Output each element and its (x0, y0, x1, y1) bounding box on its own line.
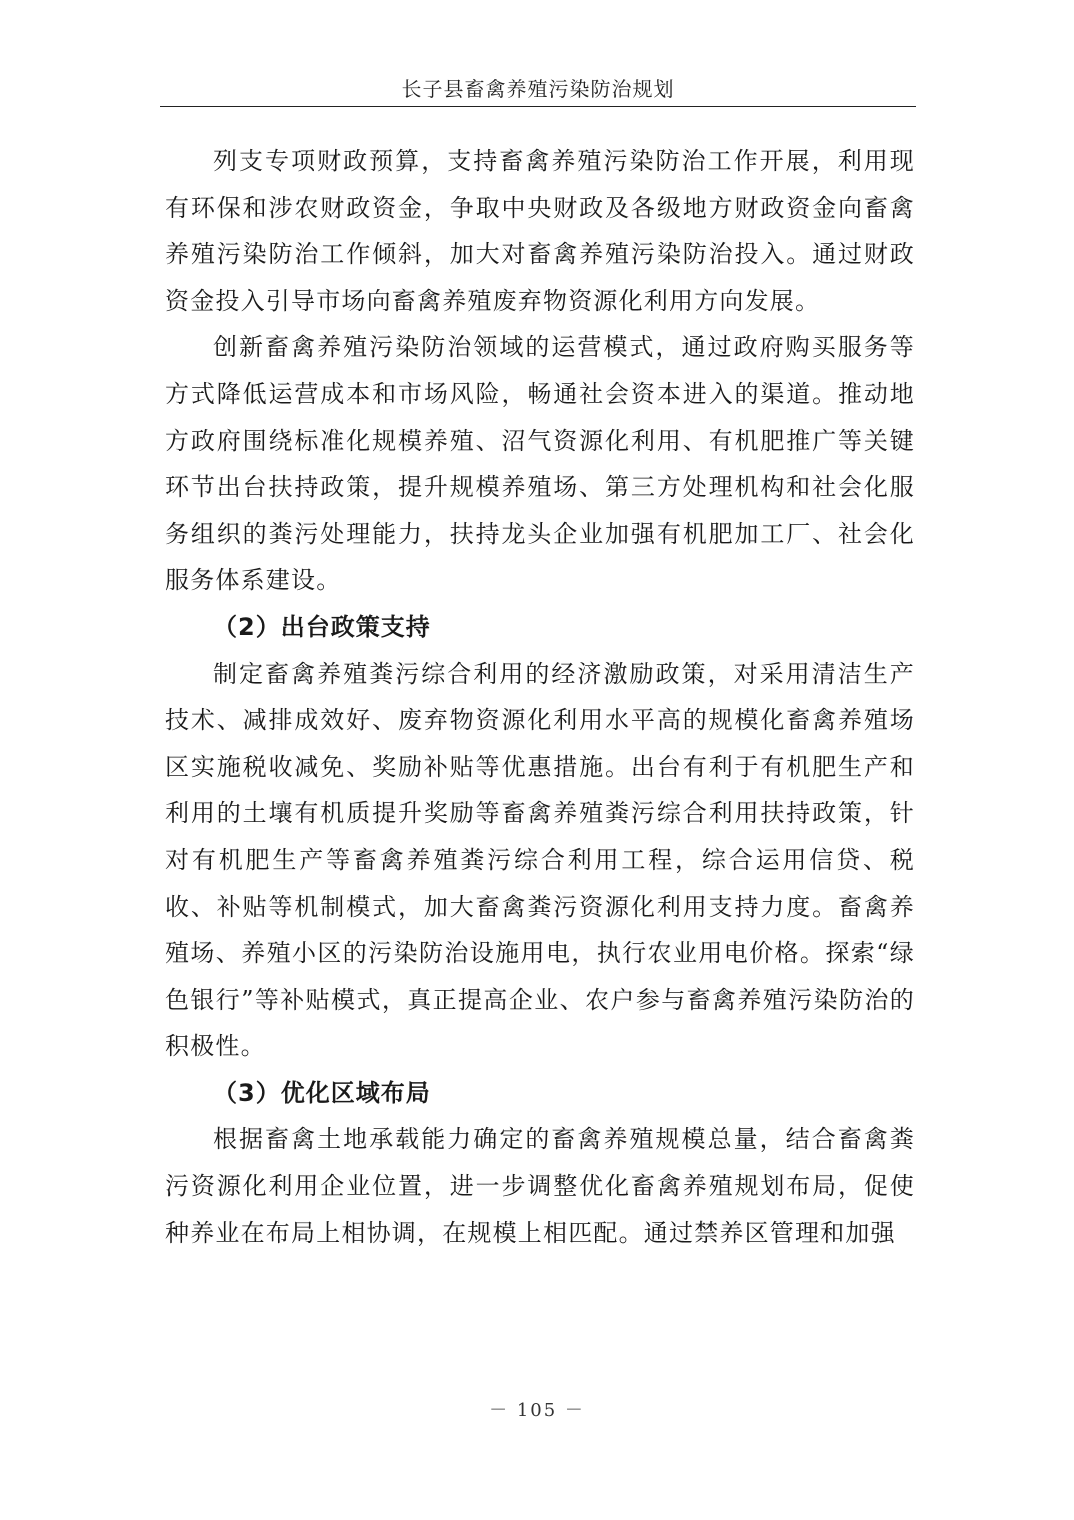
paragraph-operation-model: 创新畜禽养殖污染防治领域的运营模式，通过政府购买服务等方式降低运营成本和市场风险，畅通社会资本进入的渠道。推动地方政府围绕标准化规模养殖、沼气资源化利用、有机肥推广等关键环节出台扶持政策，提升规模养殖场、第三方处理机构和社会化服务组织的粪污处理能力，扶持龙头企业加强有机肥加工厂、社会化服务体系建设。 (165, 333, 915, 595)
paragraph-regional-layout: 根据畜禽土地承载能力确定的畜禽养殖规模总量，结合畜禽粪污资源化利用企业位置，进一步调整优化畜禽养殖规划布局，促使种养业在布局上相协调，在规模上相匹配。通过禁养区管理和加强 (165, 1125, 915, 1247)
header-divider (160, 106, 916, 107)
paragraph-incentive-policy: 制定畜禽养殖粪污综合利用的经济激励政策，对采用清洁生产技术、减排成效好、废弃物资源化利用水平高的规模化畜禽养殖场区实施税收减免、奖励补贴等优惠措施。出台有利于有机肥生产和利用的土壤有机质提升奖励等畜禽养殖粪污综合利用扶持政策，针对有机肥生产等畜禽养殖粪污综合利用工程，综合运用信贷、税收、补贴等机制模式，加大畜禽粪污资源化利用支持力度。畜禽养殖场、养殖小区的污染防治设施用电，执行农业用电价格。探索“绿色银行”等补贴模式，真正提高企业、农户参与畜禽养殖污染防治的积极性。 (165, 659, 915, 1061)
page-header-title: 长子县畜禽养殖污染防治规划 (401, 77, 675, 101)
document-body (165, 138, 915, 1256)
paragraph-fiscal-budget: 列支专项财政预算，支持畜禽养殖污染防治工作开展，利用现有环保和涉农财政资金，争取中央财政及各级地方财政资金向畜禽养殖污染防治工作倾斜，加大对畜禽养殖污染防治投入。通过财政资金投入引导市场向畜禽养殖废弃物资源化利用方向发展。 (165, 147, 915, 315)
section-heading-regional-layout: （3）优化区域布局 (213, 1078, 431, 1107)
section-heading-policy-support: （2）出台政策支持 (213, 612, 431, 641)
page-number: － 105 － (489, 1400, 585, 1421)
